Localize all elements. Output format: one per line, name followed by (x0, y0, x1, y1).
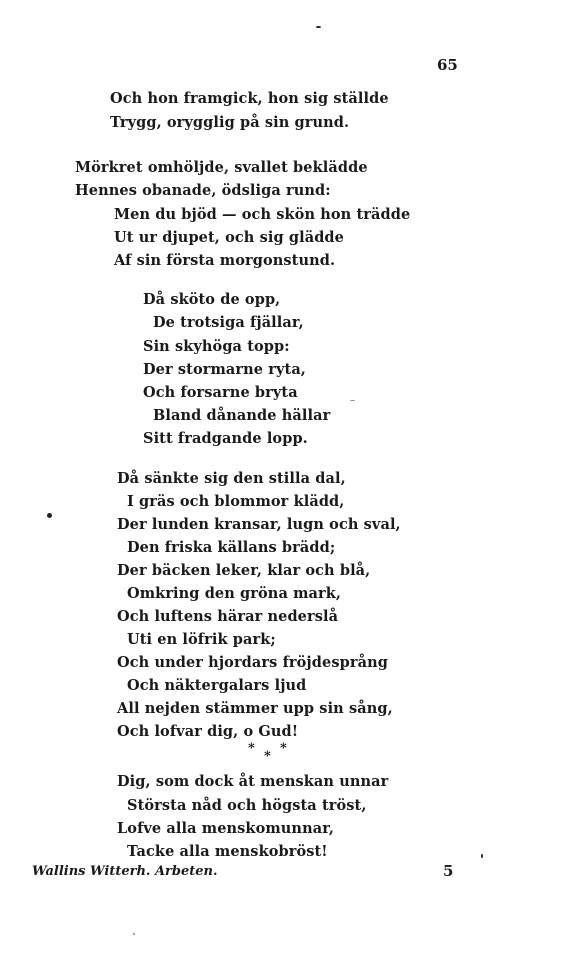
poem-line: Men du bjöd — och skön hon trädde (114, 206, 411, 223)
print-speck (481, 854, 483, 858)
print-speck (133, 933, 135, 935)
poem-line: Omkring den gröna mark, (127, 585, 342, 602)
poem-line: Och näktergalars ljud (127, 677, 307, 694)
poem-line: Sitt fradgande lopp. (143, 430, 308, 447)
signature-mark: 5 (443, 862, 454, 880)
poem-line: Der bäcken leker, klar och blå, (117, 562, 371, 579)
poem-line: Bland dånande hällar (153, 407, 331, 424)
poem-line: All nejden stämmer upp sin sång, (117, 700, 393, 717)
poem-line: Trygg, orygglig på sin grund. (110, 114, 350, 131)
asterism-star: * (248, 741, 255, 756)
asterism-star: * (280, 741, 287, 756)
poem-line: Ut ur djupet, och sig glädde (114, 229, 344, 246)
poem-line: Af sin första morgonstund. (114, 252, 336, 269)
poem-line: Då sänkte sig den stilla dal, (117, 470, 346, 487)
poem-line: Och hon framgick, hon sig ställde (110, 90, 389, 107)
poem-line: De trotsiga fjällar, (153, 314, 304, 331)
poem-line: Den friska källans brädd; (127, 539, 336, 556)
poem-line: Der lunden kransar, lugn och sval, (117, 516, 401, 533)
poem-line: Hennes obanade, ödsliga rund: (75, 182, 331, 199)
poem-line: Der stormarne ryta, (143, 361, 306, 378)
print-speck (350, 400, 355, 401)
poem-line: Dig, som dock åt menskan unnar (117, 773, 389, 790)
poem-line: Sin skyhöga topp: (143, 338, 290, 355)
poem-line: Uti en löfrik park; (127, 631, 276, 648)
asterism-star: * (264, 749, 271, 764)
poem-line: Och luftens härar nederslå (117, 608, 339, 625)
poem-line: Och forsarne bryta (143, 384, 298, 401)
print-speck (316, 26, 321, 28)
poem-line: Största nåd och högsta tröst, (127, 797, 367, 814)
poem-line: Lofve alla menskomunnar, (117, 820, 335, 837)
poem-line: Mörkret omhöljde, svallet beklädde (75, 159, 368, 176)
running-title: Wallins Witterh. Arbeten. (32, 864, 218, 879)
page-number: 65 (437, 56, 458, 74)
asterism (246, 742, 296, 764)
poem-line: Och under hjordars fröjdesprång (117, 654, 388, 671)
poem-line: I gräs och blommor klädd, (127, 493, 345, 510)
poem-line: Då sköto de opp, (143, 291, 281, 308)
poem-line: Och lofvar dig, o Gud! (117, 723, 299, 740)
print-speck (47, 513, 52, 518)
poem-line: Tacke alla menskobröst! (127, 843, 328, 860)
